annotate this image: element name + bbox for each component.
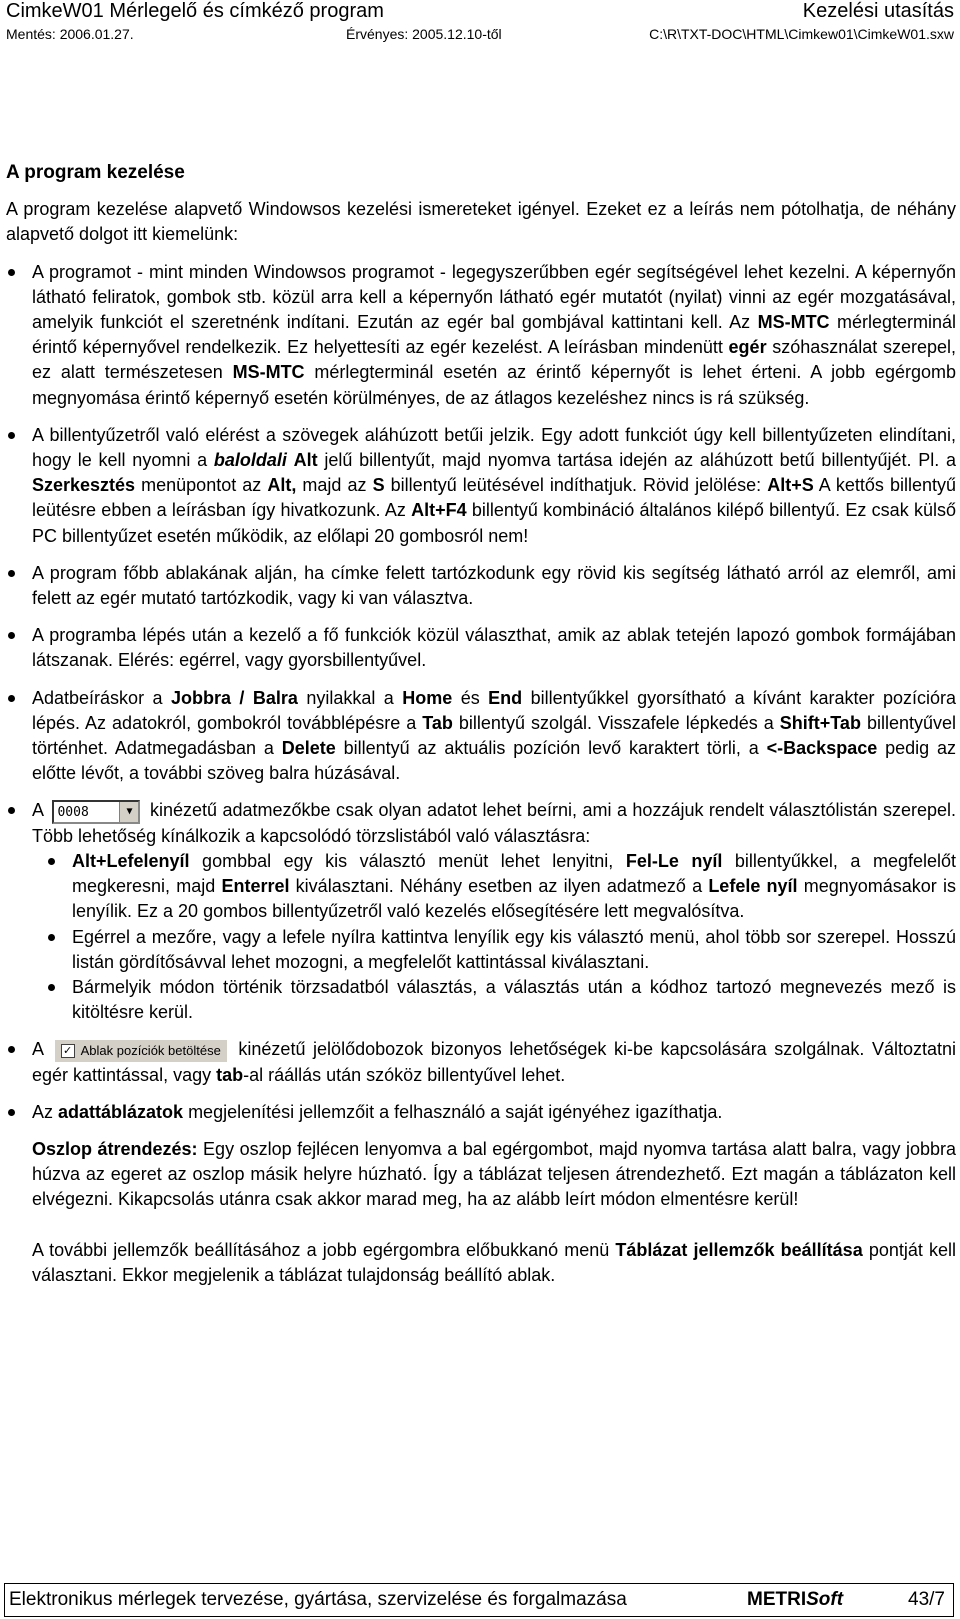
combo-sublist [32,849,956,1025]
page-footer [4,1583,954,1617]
list-item-tabs: A programba lépés után a kezelő a fő funkciók közül választhat, amik az ablak tetején lapozó gombok formájában látszanak. Elérés: egérrel, vagy gyorsbillentyűvel. [6,623,956,673]
sublist-item-mouse: Egérrel a mezőre, vagy a lefele nyílra kattintva lenyílik egy kis választó menü, ahol több sor szerepel. Hosszú listán gördítősávval lehet mozogni, a megfelelőt kattintással kiválasztani. [32,925,956,975]
list-item-help-line: A program főbb ablakának alján, ha címke felett tartózkodunk egy rövid kis segítség látható arról az elemről, ami felett az egér mutató tartózkodik, vagy ki van választva. [6,561,956,611]
header-title-row [6,0,954,26]
company-logo: METRISoft [747,1589,844,1610]
section-title: A program kezelése [6,162,185,183]
sublist-item-keyboard: Alt+Lefelenyíl gombbal egy kis választó menüt lehet lenyitni, Fel-Le nyíl billentyűkkel, a megfelelőt megkeresni, majd Enterrel kiválasztani. Néhány esetben az ilyen adatmező a Lefele nyíl megnyomásakor is lenyílik. Ez a 20 gombos billentyűzetről való kezelés elősegítésére lett megvalósítva. [32,849,956,925]
sample-combobox[interactable] [52,800,140,824]
main-list [6,260,956,1125]
file-path: C:\R\TXT-DOC\HTML\Cimkew01\CimkeW01.sxw [649,26,954,42]
list-item-keyboard: A billentyűzetről való elérést a szövegek aláhúzott betűi jelzik. Egy adott funkciót úgy kell billentyűzeten elindítani, hogy le kell nyomni a baloldali Alt jelű billentyűt, majd nyomva tartása idején az aláhúzott betű billentyűjét. Pl. a Szerkesztés menüpontot az Alt, majd az S billentyű leütésével indíthatjuk. Rövid jelölése: Alt+S A kettős billentyű leütésre ebben a leírásban így hivatkozunk. Az Alt+F4 billentyű kombináció általános kilépő billentyű. Ez csak külső PC billentyűzet esetén működik, az előlapi 20 gombosról nem! [6,423,956,549]
column-reorder-paragraph: Oszlop átrendezés: Egy oszlop fejlécen lenyomva a bal egérgombot, majd nyomva tartása alatt balra, vagy jobbra húzva az egeret az oszlop másik helyre húzható. Így a táblázat teljesen átrendezhető. Ezt magán a táblázaton kell elvégezni. Kikapcsolás utánra csak akkor marad meg, ha az alább leírt módon elmentésre kerül! [32,1138,956,1210]
list-item-mouse: A programot - mint minden Windowsos programot - legegyszerűbben egér segítségével lehet kezelni. A képernyőn látható feliratok, gombok stb. közül arra kell a képernyőn látható egér mutatót (nyilat) vinni az egér mozgatásával, amelyik funkciót el szeretnénk indítani. Ezután az egér bal gombjával kattintani kell. Az MS-MTC mérlegterminál érintő képernyővel rendelkezik. Ez helyettesíti az egér kezelést. A leírásban mindenütt egér szóhasználat szerepel, ez alatt természetesen MS-MTC mérlegterminál esetén az érintő képernyőt is lehet érteni. A jobb egérgomb megnyomása érintő képernyő esetén körülményes, de az átlagos kezeléshez nincs is rá szükség. [6,260,956,411]
list-item-combo-fields: A 0008 ▼ kinézetű adatmezőkbe csak olyan adatot lehet beírni, ami a hozzájuk rendelt választólistán szerepel. Több lehetőség kínálkozik a kapcsolódó törzslistából való választásra: Alt+Lefelenyíl gombbal egy kis választó menüt lehet lenyitni, Fel-Le nyíl billentyűkkel, a megfelelőt megkeresni, majd Enterrel kiválasztani. Néhány esetben az ilyen adatmező a Lefele nyíl megnyomásakor is lenyílik. Ez a 20 gombos billentyűzetről való kezelés elősegítésére lett megvalósítva. Egérrel a mezőre, vagy a lefele nyílra kattintva lenyílik egy kis választó menü, ahol több sor szerepel. Hosszú listán gördítősávval lehet mozogni, a megfelelőt kattintással kiválasztani. Bármelyik módon történik törzsadatból választás, a választás után a kódhoz tartozó megnevezés mező is kitöltésre kerül. [6,798,956,1025]
sample-checkbox[interactable] [55,1040,227,1062]
page-number: 43/7 [908,1589,945,1610]
sublist-item-fill: Bármelyik módon történik törzsadatból választás, a választás után a kódhoz tartozó megnevezés mező is kitöltésre kerül. [32,975,956,1025]
header-meta-row [6,26,954,44]
document-body [6,160,956,1288]
checkbox-label: Ablak pozíciók betöltése [80,1042,221,1058]
footer-text: Elektronikus mérlegek tervezése, gyártása, szervizelése és forgalmazása [9,1589,627,1610]
document-title: CimkeW01 Mérlegelő és címkéző program [6,0,384,22]
document-type: Kezelési utasítás [802,0,954,22]
combobox-value: 0008 [57,804,89,820]
table-settings-paragraph: A további jellemzők beállításához a jobb egérgombra előbukkanó menü Táblázat jellemzők beállítása pontját kell választani. Ekkor megjelenik a táblázat tulajdonság beállító ablak. [32,1239,956,1285]
check-icon[interactable]: ✓ [61,1044,75,1058]
list-item-checkbox: A ✓ Ablak pozíciók betöltése kinézetű jelölődobozok bizonyos lehetőségek ki-be kapcsolására szolgálnak. Változtatni egér kattintással, vagy tab-al ráállás után szóköz billentyűvel lehet. [6,1037,956,1087]
intro-paragraph: A program kezelése alapvető Windowsos kezelési ismereteket igényel. Ezeket ez a leírás nem pótolhatja, de néhány alapvető dolgot itt kiemelünk: [6,199,956,245]
valid-date: Érvényes: 2005.12.10-től [346,26,502,42]
list-item-tables: Az adattáblázatok megjelenítési jellemzőit a felhasználó a saját igényéhez igazíthatja. [6,1100,956,1125]
list-item-data-entry: Adatbeíráskor a Jobbra / Balra nyilakkal a Home és End billentyűkkel gyorsítható a kívánt karakter pozícióra lépés. Az adatokról, gombokról továbblépésre a Tab billentyű szolgál. Visszafele lépkedés a Shift+Tab billentyűvel történhet. Adatmegadásban a Delete billentyű az aktuális pozíción levő karaktert törli, a <-Backspace pedig az előtte lévőt, a további szöveg balra húzásával. [6,686,956,787]
saved-date: Mentés: 2006.01.27. [6,26,134,42]
chevron-down-icon[interactable]: ▼ [119,802,138,822]
